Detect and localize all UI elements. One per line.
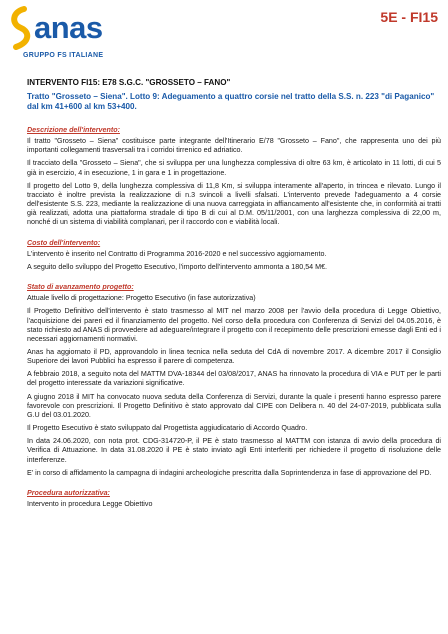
intervento-title: INTERVENTO FI15: E78 S.G.C. "GROSSETO – FANO": [27, 78, 231, 87]
paragraph: Intervento in procedura Legge Obiettivo: [27, 500, 153, 508]
tratto-title: Tratto "Grosseto – Siena". Lotto 9: Adeguamento a quattro corsie nel tratto della S.S. n. 223 "di Paganico" dal km 41+600 al km 53+400.: [27, 92, 435, 112]
paragraph: Attuale livello di progettazione: Progetto Esecutivo (in fase autorizzativa): [27, 294, 256, 303]
paragraph: Il Progetto Esecutivo è stato sviluppato dal Progettista aggiudicatario di Accordo Quadro.: [27, 424, 308, 433]
anas-logo: [8, 6, 148, 66]
paragraph: Il Progetto Definitivo dell'intervento è stato trasmesso al MIT nel marzo 2008 per l'avvio della procedura di Legge Obiettivo, l'acquisizione dei pareri ed il finanziamento del progetto. Nel corso della procedura con Conferenza di Servizi del 04.05.2016, è stato richiesto ad ANAS di provvedere ad adeguare/integrare il progetto con il recepimento delle prescrizioni emesse dagli Enti ed i necessari aggiornamenti normativi.: [27, 307, 441, 343]
section-title-procedura: Procedura autorizzativa:: [27, 488, 110, 497]
document-code: 5E - FI15: [380, 9, 438, 25]
paragraph: Anas ha aggiornato il PD, approvandolo in linea tecnica nella seduta del CdA di novembre 2017. A dicembre 2017 il Consiglio Superiore dei lavori Pubblici ha espresso il parere di competenza.: [27, 347, 441, 366]
paragraph: E' in corso di affidamento la campagna di indagini archeologiche prescritta dalla Soprintendenza in fase di approvazione del PD.: [27, 468, 432, 477]
paragraph: A seguito dello sviluppo del Progetto Esecutivo, l'importo dell'intervento ammonta a 180,54 M€.: [27, 262, 328, 271]
paragraph: A giugno 2018 il MIT ha convocato nuova seduta della Conferenza di Servizi, durante la quale i presenti hanno espresso parere favorevole con prescrizioni. Il Progetto Definitivo è stato approvato dal CIPE con Delibera n. 40 del 24-07-2019, pubblicata sulla G.U del 03.01.2020.: [27, 392, 441, 419]
paragraph: Il tratto "Grosseto – Siena" costituisce parte integrante dell'Itinerario E/78 "Grosseto – Fano", che rappresenta uno dei più importanti collegamenti trasversali tra i corridoi tirrenico ed adriatico.: [27, 137, 441, 155]
paragraph: L'intervento è inserito nel Contratto di Programma 2016-2020 e nel successivo aggiornamento.: [27, 249, 327, 258]
paragraph: Il progetto del Lotto 9, della lunghezza complessiva di 11,8 Km, si sviluppa interamente all'aperto, in trincea e rilevato. Lungo il tracciato è inoltre prevista la realizzazione di n.3 svincoli a livelli sfalsati. L'intervento prevede l'adeguamento a 4 corsie dell'esistente S.S. 223, mediante la realizzazione di una nuova carreggiata in affiancamento all'esistente che, in conformità ai tratti già realizzati, adotta una piattaforma stradale di tipo B di cui al D.M. 05/11/2001, con una larghezza complessiva di 22,00 m, nonché di un sistema di viabilità complanari, per il raccordo con e viabilità locali.: [27, 181, 441, 227]
logo-subtitle: GRUPPO FS ITALIANE: [23, 52, 104, 59]
section-title-costo: Costo dell'intervento:: [27, 238, 101, 247]
section-title-stato: Stato di avanzamento progetto:: [27, 283, 134, 292]
paragraph: In data 24.06.2020, con nota prot. CDG-314720-P, il PE è stato trasmesso al MATTM con istanza di avvio della procedura di Verifica di Attuazione. In data 31.08.2020 il PE è stato inviato agli Enti interferiti per richiedere il progetto di risoluzione delle interferenze.: [27, 437, 441, 464]
paragraph: Il tracciato della "Grosseto – Siena", che si sviluppa per una lunghezza complessiva di oltre 63 km, è articolato in 11 lotti, di cui 5 già in esercizio, 4 in esecuzione, 1 in gara e 1 in progettazione.: [27, 159, 441, 177]
document-header: [27, 78, 441, 113]
paragraph: A febbraio 2018, a seguito nota del MATTM DVA-18344 del 03/08/2017, ANAS ha rinnovato la procedura di VIA e PUT per le parti del progetto interessate da variazioni significative.: [27, 370, 441, 388]
section-title-descrizione: Descrizione dell'intervento:: [27, 126, 120, 134]
document-body: [27, 126, 441, 513]
logo-wordmark: anas: [34, 10, 103, 45]
